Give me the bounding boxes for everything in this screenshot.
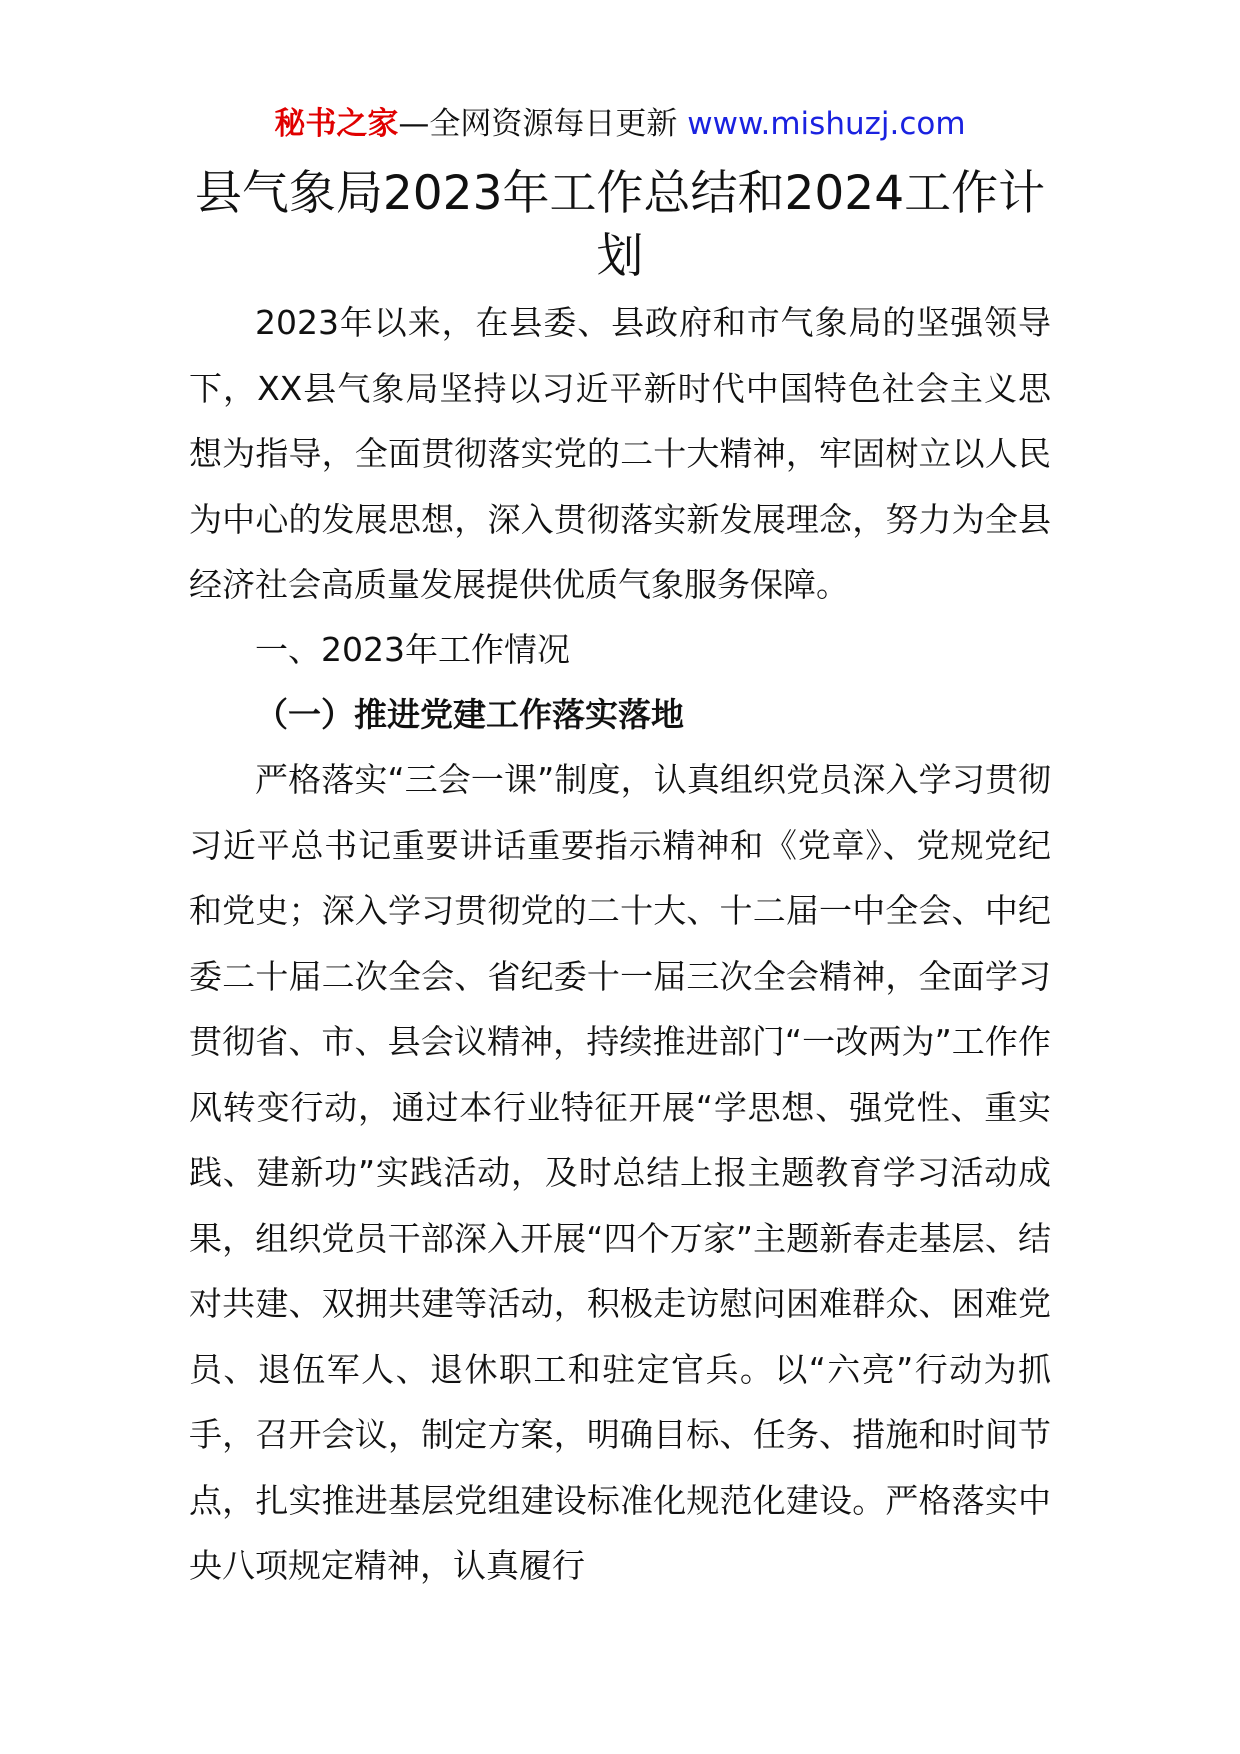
site-tagline: —全网资源每日更新 bbox=[398, 106, 688, 142]
section-heading-block bbox=[189, 617, 1051, 683]
document-title: 县气象局2023年工作总结和2024工作计划 bbox=[194, 166, 1046, 284]
party-building-block bbox=[189, 747, 1051, 1599]
intro-paragraph: 2023年以来，在县委、县政府和市气象局的坚强领导下，XX县气象局坚持以习近平新时代中国特色社会主义思想为指导，全面贯彻落实党的二十大精神，牢固树立以人民为中心的发展思想，深入贯彻落实新发展理念，努力为全县经济社会高质量发展提供优质气象服务保障。 bbox=[189, 303, 1051, 604]
party-building-paragraph: 严格落实“三会一课”制度，认真组织党员深入学习贯彻习近平总书记重要讲话重要指示精神和《党章》、党规党纪和党史；深入学习贯彻党的二十大、十二届一中全会、中纪委二十届二次全会、省纪委十一届三次全会精神，全面学习贯彻省、市、县会议精神，持续推进部门“一改两为”工作作风转变行动，通过本行业特征开展“学思想、强党性、重实践、建新功”实践活动，及时总结上报主题教育学习活动成果，组织党员干部深入开展“四个万家”主题新春走基层、结对共建、双拥共建等活动，积极走访慰问困难群众、困难党员、退伍军人、退休职工和驻定官兵。以“六亮”行动为抓手，召开会议，制定方案，明确目标、任务、措施和时间节点，扎实推进基层党组建设标准化规范化建设。严格落实中央八项规定精神，认真履行 bbox=[189, 760, 1051, 1585]
watermark-header bbox=[0, 102, 1240, 146]
section-heading: 一、2023年工作情况 bbox=[255, 630, 570, 669]
subsection-heading: （一）推进党建工作落实落地 bbox=[255, 695, 684, 734]
subsection-heading-block bbox=[189, 682, 1051, 748]
site-url[interactable]: www.mishuzj.com bbox=[687, 106, 966, 142]
site-brand: 秘书之家 bbox=[274, 106, 399, 142]
intro-block bbox=[189, 290, 1051, 618]
